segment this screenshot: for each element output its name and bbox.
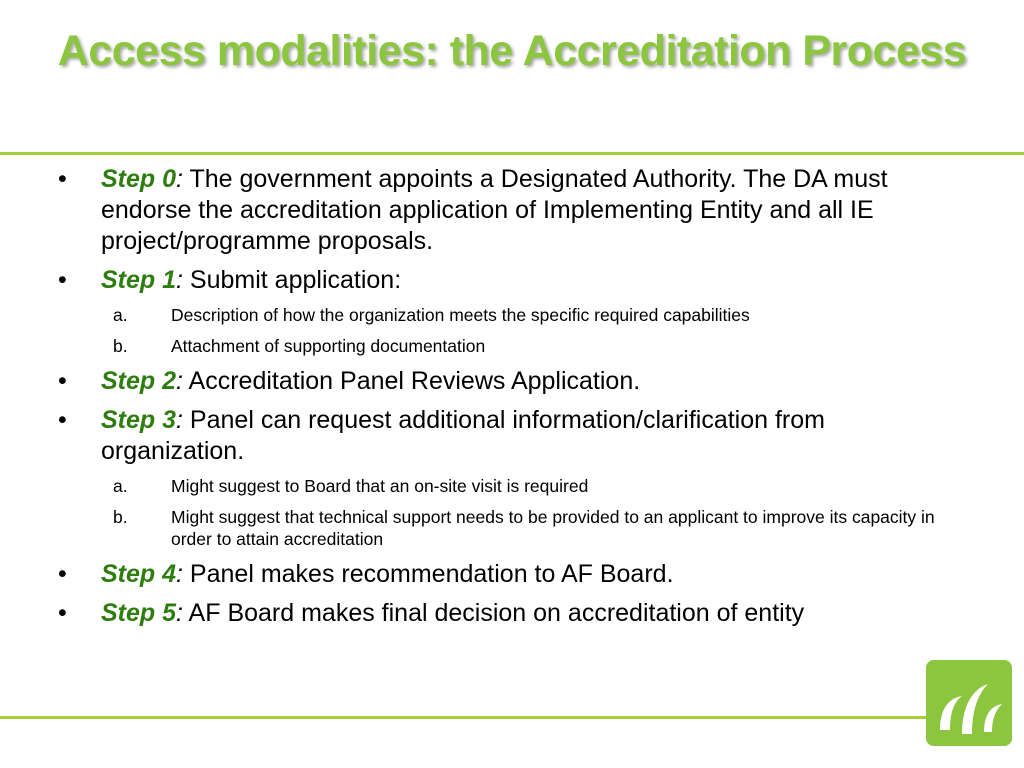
step-list bbox=[58, 164, 958, 637]
slide-title: Access modalities: the Accreditation Process bbox=[57, 27, 967, 75]
sub-item bbox=[58, 304, 958, 326]
sub-item-text: Might suggest to Board that an on-site visit is required bbox=[171, 476, 589, 496]
list-item-step-3 bbox=[58, 405, 958, 467]
sub-item-text: Attachment of supporting documentation bbox=[171, 336, 486, 356]
step-1-sublist bbox=[58, 304, 958, 357]
step-3-sublist bbox=[58, 475, 958, 550]
step-text: The government appoints a Designated Authority. The DA must endorse the accreditation application of Implementing Entity and all IE project/programme proposals. bbox=[101, 165, 888, 255]
step-label: Step 1 bbox=[101, 266, 177, 294]
list-item-step-4 bbox=[58, 559, 958, 590]
sub-item-marker: b. bbox=[113, 336, 128, 356]
leaf-logo-icon bbox=[926, 660, 1012, 746]
step-text: AF Board makes final decision on accreditation of entity bbox=[182, 599, 805, 627]
list-item-step-5 bbox=[58, 598, 958, 629]
step-colon: : bbox=[176, 266, 183, 294]
bullet-icon: • bbox=[58, 266, 67, 294]
step-colon: : bbox=[176, 599, 183, 627]
step-label: Step 0 bbox=[101, 165, 177, 193]
bullet-icon: • bbox=[58, 165, 67, 193]
sub-item bbox=[58, 506, 958, 550]
list-item-step-1 bbox=[58, 265, 958, 296]
sub-item-marker: a. bbox=[113, 305, 128, 325]
step-text: Panel can request additional information/clarification from organization. bbox=[101, 406, 825, 465]
sub-item bbox=[58, 335, 958, 357]
step-colon: : bbox=[176, 367, 183, 395]
step-colon: : bbox=[176, 165, 183, 193]
step-label: Step 3 bbox=[101, 406, 177, 434]
step-label: Step 4 bbox=[101, 560, 177, 588]
step-colon: : bbox=[176, 406, 183, 434]
footer-divider bbox=[0, 716, 928, 719]
sub-item bbox=[58, 475, 958, 497]
step-colon: : bbox=[176, 560, 183, 588]
sub-item-marker: a. bbox=[113, 476, 128, 496]
step-label: Step 5 bbox=[101, 599, 177, 627]
list-item-step-0 bbox=[58, 164, 958, 257]
step-label: Step 2 bbox=[101, 367, 177, 395]
title-divider bbox=[0, 152, 1024, 155]
bullet-icon: • bbox=[58, 599, 67, 627]
step-text: Accreditation Panel Reviews Application. bbox=[182, 367, 641, 395]
sub-item-text: Might suggest that technical support needs to be provided to an applicant to improve its capacity in order to attain accreditation bbox=[171, 507, 935, 549]
bullet-icon: • bbox=[58, 560, 67, 588]
step-text: Panel makes recommendation to AF Board. bbox=[182, 560, 674, 588]
bullet-icon: • bbox=[58, 406, 67, 434]
sub-item-text: Description of how the organization meets the specific required capabilities bbox=[171, 305, 750, 325]
sub-item-marker: b. bbox=[113, 507, 128, 527]
list-item-step-2 bbox=[58, 366, 958, 397]
step-text: Submit application: bbox=[182, 266, 402, 294]
bullet-icon: • bbox=[58, 367, 67, 395]
adaptation-fund-logo-icon bbox=[926, 660, 1012, 746]
